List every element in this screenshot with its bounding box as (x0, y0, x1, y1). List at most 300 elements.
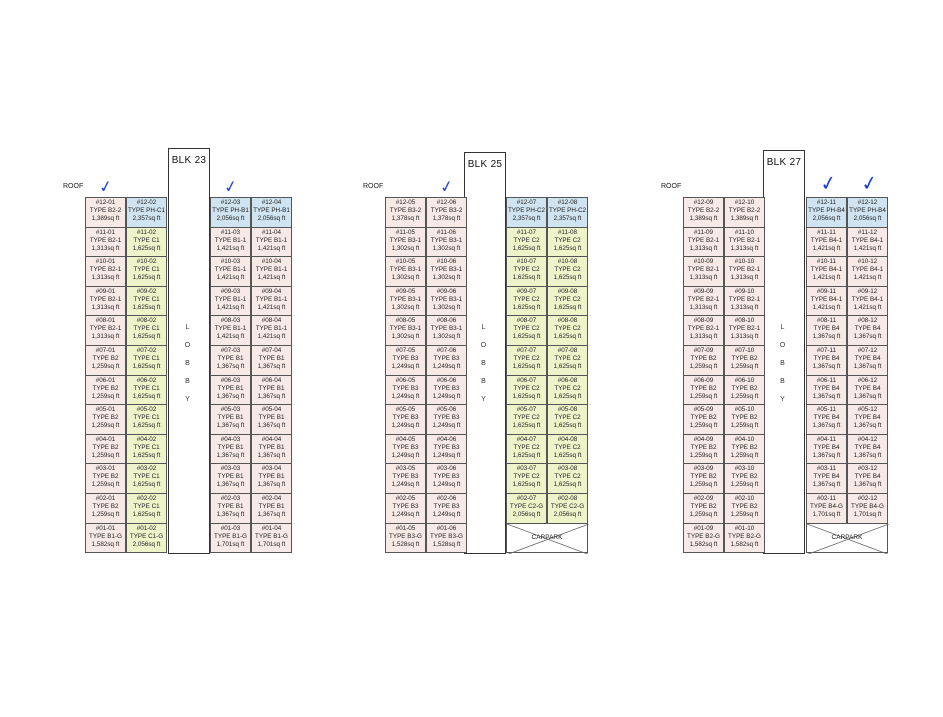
unit-area: 1,421sq ft (853, 244, 882, 252)
unit-type: TYPE B4 (854, 355, 881, 362)
unit-number: #02-05 (395, 495, 416, 502)
unit-area: 1,367sq ft (216, 481, 245, 489)
unit-number: #10-07 (516, 258, 537, 266)
unit-cell (85, 493, 126, 524)
unit-type: TYPE C2 (513, 384, 540, 392)
unit-area: 1,302sq ft (432, 303, 461, 311)
unit-number: #12-12 (857, 199, 878, 206)
unit-number: #02-03 (220, 495, 241, 502)
unit-area: 1,625sq ft (132, 511, 161, 518)
unit-type: TYPE B2 (690, 473, 717, 481)
unit-type: TYPE B4-1 (851, 236, 884, 244)
unit-area: 1,259sq ft (91, 422, 120, 430)
unit-cell (806, 315, 847, 346)
unit-number: #07-03 (220, 347, 241, 354)
unit-area: 1,421sq ft (812, 244, 841, 252)
unit-cell (506, 404, 547, 435)
check-mark-icon: ✓ (97, 175, 114, 198)
unit-number: #04-07 (516, 435, 537, 443)
unit-cell (506, 197, 547, 228)
unit-area: 1,249sq ft (432, 481, 461, 489)
unit-area: 1,302sq ft (391, 244, 420, 252)
unit-cell (251, 375, 292, 406)
unit-type: TYPE C1 (133, 236, 160, 244)
unit-type: TYPE C2-G (550, 503, 585, 510)
unit-cell (724, 345, 765, 376)
unit-area: 1,389sq ft (730, 215, 759, 222)
unit-cell (385, 256, 426, 287)
unit-cell (806, 256, 847, 287)
carpark-label: CARPARK (831, 533, 863, 541)
unit-area: 1,259sq ft (689, 511, 718, 518)
unit-area: 1,367sq ft (853, 451, 882, 459)
unit-area: 1,378sq ft (432, 215, 461, 222)
unit-area: 1,625sq ft (512, 392, 541, 400)
unit-type: TYPE B1 (217, 384, 244, 392)
unit-type: TYPE B3 (433, 384, 460, 392)
unit-cell (547, 345, 588, 376)
unit-type: TYPE B1 (217, 503, 244, 510)
unit-number: #02-08 (557, 495, 578, 502)
unit-cell (385, 227, 426, 258)
unit-area: 1,259sq ft (730, 422, 759, 430)
unit-type: TYPE B4 (813, 355, 840, 362)
unit-number: #09-02 (136, 287, 157, 295)
unit-type: TYPE C2 (513, 443, 540, 451)
unit-cell (847, 493, 888, 524)
unit-type: TYPE C2 (554, 443, 581, 451)
unit-type: TYPE B3-2 (389, 207, 422, 214)
unit-area: 2,056sq ft (216, 215, 245, 222)
unit-type: TYPE B3 (392, 355, 419, 362)
unit-cell (426, 256, 467, 287)
unit-type: TYPE B2 (92, 473, 119, 481)
unit-area: 1,389sq ft (91, 215, 120, 222)
unit-area: 1,259sq ft (91, 363, 120, 370)
unit-cell (85, 256, 126, 287)
unit-cell (547, 493, 588, 524)
unit-number: #11-11 (817, 228, 836, 236)
unit-cell (683, 286, 724, 317)
unit-area: 1,259sq ft (91, 511, 120, 518)
unit-type: TYPE B3-2 (430, 207, 463, 214)
unit-number: #10-11 (816, 258, 837, 266)
unit-number: #08-09 (693, 317, 714, 325)
unit-cell (385, 404, 426, 435)
unit-number: #04-02 (136, 435, 157, 443)
unit-type: TYPE C2 (554, 266, 581, 274)
unit-type: TYPE B4-G (810, 503, 843, 510)
unit-type: TYPE B1 (217, 355, 244, 362)
unit-cell (85, 315, 126, 346)
carpark-area (506, 523, 588, 554)
unit-area: 1,625sq ft (553, 303, 582, 311)
unit-number: #09-06 (436, 287, 457, 295)
unit-cell (85, 345, 126, 376)
unit-type: TYPE B2 (92, 355, 119, 362)
unit-area: 1,259sq ft (689, 481, 718, 489)
unit-cell (426, 493, 467, 524)
unit-area: 1,421sq ft (257, 274, 286, 282)
unit-number: #05-03 (220, 406, 241, 414)
unit-number: #12-07 (516, 199, 537, 206)
unit-number: #11-08 (557, 228, 578, 236)
unit-area: 1,313sq ft (91, 333, 120, 341)
unit-cell (210, 315, 251, 346)
unit-cell (547, 256, 588, 287)
unit-area: 1,367sq ft (257, 511, 286, 518)
unit-cell (210, 197, 251, 228)
unit-type: TYPE B3 (392, 414, 419, 422)
unit-cell (385, 345, 426, 376)
unit-type: TYPE PH-C1 (127, 207, 166, 214)
unit-area: 1,625sq ft (132, 422, 161, 430)
unit-number: #07-04 (261, 347, 282, 354)
unit-number: #11-10 (734, 228, 755, 236)
unit-type: TYPE B2-1 (687, 236, 720, 244)
unit-area: 2,056sq ft (257, 215, 286, 222)
unit-cell (385, 375, 426, 406)
unit-area: 1,249sq ft (432, 451, 461, 459)
check-mark-icon: ✓ (438, 175, 455, 198)
unit-type: TYPE B1 (217, 414, 244, 422)
unit-number: #05-01 (95, 406, 116, 414)
unit-area: 1,367sq ft (853, 481, 882, 489)
unit-number: #09-09 (693, 287, 714, 295)
unit-type: TYPE B2-1 (687, 325, 720, 333)
unit-type: TYPE B3-1 (430, 325, 463, 333)
unit-cell (724, 493, 765, 524)
unit-cell (126, 286, 167, 317)
unit-number: #11-09 (693, 228, 714, 236)
block-name-label: BLK 23 (171, 155, 207, 166)
unit-number: #08-12 (857, 317, 878, 325)
unit-number: #07-12 (857, 347, 878, 354)
unit-area: 1,313sq ft (730, 274, 759, 282)
unit-cell (126, 404, 167, 435)
unit-type: TYPE C2 (513, 325, 540, 333)
unit-number: #05-05 (395, 406, 416, 414)
unit-type: TYPE B3-1 (430, 295, 463, 303)
unit-type: TYPE C1 (133, 473, 160, 481)
unit-area: 2,056sq ft (553, 511, 582, 518)
unit-number: #01-10 (734, 524, 755, 532)
unit-number: #11-07 (516, 228, 537, 236)
unit-type: TYPE C1 (133, 266, 160, 274)
unit-area: 1,249sq ft (391, 481, 420, 489)
unit-type: TYPE C2 (513, 295, 540, 303)
unit-cell (683, 434, 724, 465)
unit-area: 1,528sq ft (391, 540, 420, 548)
unit-type: TYPE B4-1 (810, 266, 843, 274)
unit-cell (547, 375, 588, 406)
unit-type: TYPE B1 (258, 473, 285, 481)
unit-area: 1,625sq ft (512, 363, 541, 370)
unit-number: #10-09 (693, 258, 714, 266)
unit-number: #01-02 (136, 524, 157, 532)
unit-number: #04-05 (395, 435, 416, 443)
unit-cell (806, 434, 847, 465)
unit-cell (506, 375, 547, 406)
unit-type: TYPE PH-B4 (808, 207, 845, 214)
unit-cell (251, 197, 292, 228)
unit-number: #04-11 (816, 435, 837, 443)
unit-type: TYPE B3 (433, 414, 460, 422)
unit-type: TYPE B1-G (255, 532, 288, 540)
unit-type: TYPE B3 (433, 503, 460, 510)
unit-area: 1,259sq ft (689, 422, 718, 430)
unit-area: 1,625sq ft (553, 244, 582, 252)
unit-type: TYPE B2-1 (687, 266, 720, 274)
unit-number: #10-01 (95, 258, 116, 266)
unit-area: 1,302sq ft (432, 274, 461, 282)
unit-type: TYPE B2-1 (728, 325, 761, 333)
unit-type: TYPE B4 (854, 443, 881, 451)
unit-type: TYPE B1-1 (255, 236, 288, 244)
unit-cell (847, 345, 888, 376)
unit-cell (251, 434, 292, 465)
unit-type: TYPE PH-C2 (548, 207, 587, 214)
unit-type: TYPE C2 (513, 236, 540, 244)
unit-cell (683, 523, 724, 554)
unit-cell (724, 286, 765, 317)
unit-area: 1,367sq ft (853, 422, 882, 430)
unit-type: TYPE C2 (513, 355, 540, 362)
unit-type: TYPE B3-1 (430, 266, 463, 274)
unit-number: #05-07 (516, 406, 537, 414)
unit-cell (506, 345, 547, 376)
unit-cell (251, 404, 292, 435)
unit-area: 1,313sq ft (730, 244, 759, 252)
unit-cell (210, 434, 251, 465)
unit-number: #10-04 (261, 258, 282, 266)
unit-type: TYPE C2 (554, 236, 581, 244)
unit-area: 1,259sq ft (689, 363, 718, 370)
unit-number: #07-02 (136, 347, 157, 354)
unit-area: 1,259sq ft (91, 451, 120, 459)
unit-number: #05-11 (816, 406, 837, 414)
unit-number: #03-01 (95, 465, 116, 473)
unit-area: 1,625sq ft (553, 274, 582, 282)
unit-area: 1,625sq ft (512, 244, 541, 252)
unit-cell (385, 197, 426, 228)
unit-cell (85, 286, 126, 317)
unit-number: #03-02 (136, 465, 157, 473)
unit-cell (683, 493, 724, 524)
unit-area: 2,357sq ft (512, 215, 541, 222)
unit-number: #05-12 (857, 406, 878, 414)
unit-area: 1,367sq ft (216, 511, 245, 518)
unit-cell (724, 434, 765, 465)
unit-type: TYPE B2-1 (687, 295, 720, 303)
unit-type: TYPE B2-1 (728, 266, 761, 274)
unit-area: 1,259sq ft (689, 451, 718, 459)
unit-type: TYPE B1-1 (255, 325, 288, 333)
unit-cell (806, 197, 847, 228)
unit-number: #10-05 (395, 258, 416, 266)
unit-number: #10-06 (436, 258, 457, 266)
unit-number: #08-04 (261, 317, 282, 325)
unit-number: #08-03 (220, 317, 241, 325)
unit-area: 1,249sq ft (391, 422, 420, 430)
unit-type: TYPE C2 (513, 414, 540, 422)
unit-area: 1,259sq ft (730, 511, 759, 518)
unit-number: #06-03 (220, 376, 241, 384)
unit-cell (385, 463, 426, 494)
unit-area: 1,302sq ft (432, 244, 461, 252)
unit-type: TYPE B3 (433, 443, 460, 451)
unit-type: TYPE B2-G (728, 532, 761, 540)
unit-area: 1,625sq ft (132, 363, 161, 370)
unit-area: 1,367sq ft (257, 363, 286, 370)
unit-area: 1,249sq ft (432, 422, 461, 430)
unit-number: #08-10 (734, 317, 755, 325)
lobby-label: L O B B Y (184, 324, 191, 406)
unit-area: 1,625sq ft (132, 244, 161, 252)
unit-number: #12-10 (734, 199, 755, 206)
unit-area: 1,625sq ft (512, 274, 541, 282)
unit-cell (210, 375, 251, 406)
unit-area: 1,625sq ft (512, 303, 541, 311)
unit-cell (724, 404, 765, 435)
unit-number: #08-05 (395, 317, 416, 325)
unit-type: TYPE B2 (92, 443, 119, 451)
unit-area: 1,367sq ft (812, 392, 841, 400)
unit-type: TYPE B1-1 (255, 295, 288, 303)
unit-area: 1,421sq ft (257, 333, 286, 341)
unit-number: #03-03 (220, 465, 241, 473)
unit-number: #03-10 (734, 465, 755, 473)
unit-area: 1,389sq ft (689, 215, 718, 222)
unit-type: TYPE B1 (217, 473, 244, 481)
unit-type: TYPE B4 (854, 384, 881, 392)
unit-cell (847, 315, 888, 346)
unit-cell (683, 345, 724, 376)
unit-area: 1,421sq ft (853, 274, 882, 282)
unit-type: TYPE B1-1 (214, 295, 247, 303)
roof-label: ROOF (63, 183, 84, 190)
unit-number: #11-02 (136, 228, 157, 236)
unit-type: TYPE B4-1 (810, 295, 843, 303)
unit-number: #07-10 (734, 347, 755, 354)
unit-type: TYPE B2 (690, 443, 717, 451)
unit-number: #02-09 (693, 495, 714, 502)
unit-cell (426, 523, 467, 554)
unit-type: TYPE C2 (554, 295, 581, 303)
unit-area: 1,367sq ft (812, 481, 841, 489)
unit-type: TYPE C2 (513, 473, 540, 481)
unit-cell (385, 434, 426, 465)
unit-area: 1,421sq ft (216, 333, 245, 341)
unit-number: #07-01 (95, 347, 116, 354)
unit-cell (547, 434, 588, 465)
unit-type: TYPE B2-1 (89, 325, 122, 333)
unit-area: 2,357sq ft (132, 215, 161, 222)
unit-area: 1,701sq ft (812, 511, 841, 518)
unit-area: 1,625sq ft (512, 333, 541, 341)
unit-area: 1,582sq ft (91, 540, 120, 548)
unit-cell (426, 286, 467, 317)
unit-number: #08-07 (516, 317, 537, 325)
unit-number: #08-06 (436, 317, 457, 325)
unit-area: 1,302sq ft (391, 274, 420, 282)
unit-cell (85, 197, 126, 228)
unit-number: #01-09 (693, 524, 714, 532)
roof-label: ROOF (661, 183, 682, 190)
unit-area: 1,367sq ft (853, 333, 882, 341)
unit-area: 1,259sq ft (91, 392, 120, 400)
unit-number: #04-04 (261, 435, 282, 443)
carpark-label: CARPARK (531, 533, 563, 541)
unit-cell (126, 197, 167, 228)
unit-cell (806, 404, 847, 435)
unit-cell (724, 375, 765, 406)
unit-area: 1,367sq ft (257, 481, 286, 489)
unit-area: 1,625sq ft (132, 481, 161, 489)
unit-area: 1,249sq ft (391, 392, 420, 400)
unit-cell (806, 286, 847, 317)
unit-number: #04-12 (857, 435, 878, 443)
unit-area: 1,249sq ft (391, 451, 420, 459)
unit-cell (251, 463, 292, 494)
unit-cell (210, 404, 251, 435)
unit-type: TYPE B4 (813, 473, 840, 481)
unit-number: #09-05 (395, 287, 416, 295)
unit-cell (547, 197, 588, 228)
unit-type: TYPE B4-1 (851, 266, 884, 274)
unit-cell (385, 286, 426, 317)
unit-type: TYPE C1 (133, 414, 160, 422)
unit-type: TYPE B2-1 (89, 295, 122, 303)
unit-type: TYPE B1-1 (255, 266, 288, 274)
unit-cell (210, 493, 251, 524)
unit-area: 1,313sq ft (91, 274, 120, 282)
unit-type: TYPE B3-G (389, 532, 422, 540)
unit-type: TYPE B4 (813, 414, 840, 422)
unit-area: 1,421sq ft (257, 244, 286, 252)
unit-number: #02-12 (857, 495, 878, 502)
unit-area: 1,367sq ft (812, 363, 841, 370)
unit-type: TYPE B3-1 (389, 266, 422, 274)
unit-cell (683, 197, 724, 228)
unit-area: 1,367sq ft (257, 422, 286, 430)
unit-number: #06-01 (95, 376, 116, 384)
unit-cell (506, 493, 547, 524)
unit-type: TYPE C1 (133, 295, 160, 303)
unit-cell (251, 286, 292, 317)
unit-number: #12-11 (816, 199, 837, 206)
unit-cell (126, 463, 167, 494)
unit-type: TYPE B2 (731, 503, 758, 510)
unit-number: #11-05 (395, 228, 416, 236)
unit-area: 1,625sq ft (132, 274, 161, 282)
unit-cell (126, 256, 167, 287)
unit-area: 1,421sq ft (216, 274, 245, 282)
unit-number: #06-10 (734, 376, 755, 384)
unit-area: 1,367sq ft (812, 333, 841, 341)
unit-number: #12-05 (395, 199, 416, 206)
unit-area: 1,367sq ft (812, 451, 841, 459)
unit-cell (806, 345, 847, 376)
unit-number: #10-12 (857, 258, 878, 266)
unit-cell (847, 375, 888, 406)
unit-number: #12-03 (220, 199, 241, 206)
unit-area: 1,625sq ft (553, 451, 582, 459)
unit-number: #09-04 (261, 287, 282, 295)
unit-number: #09-11 (816, 287, 837, 295)
unit-number: #11-03 (220, 228, 241, 236)
unit-cell (385, 523, 426, 554)
